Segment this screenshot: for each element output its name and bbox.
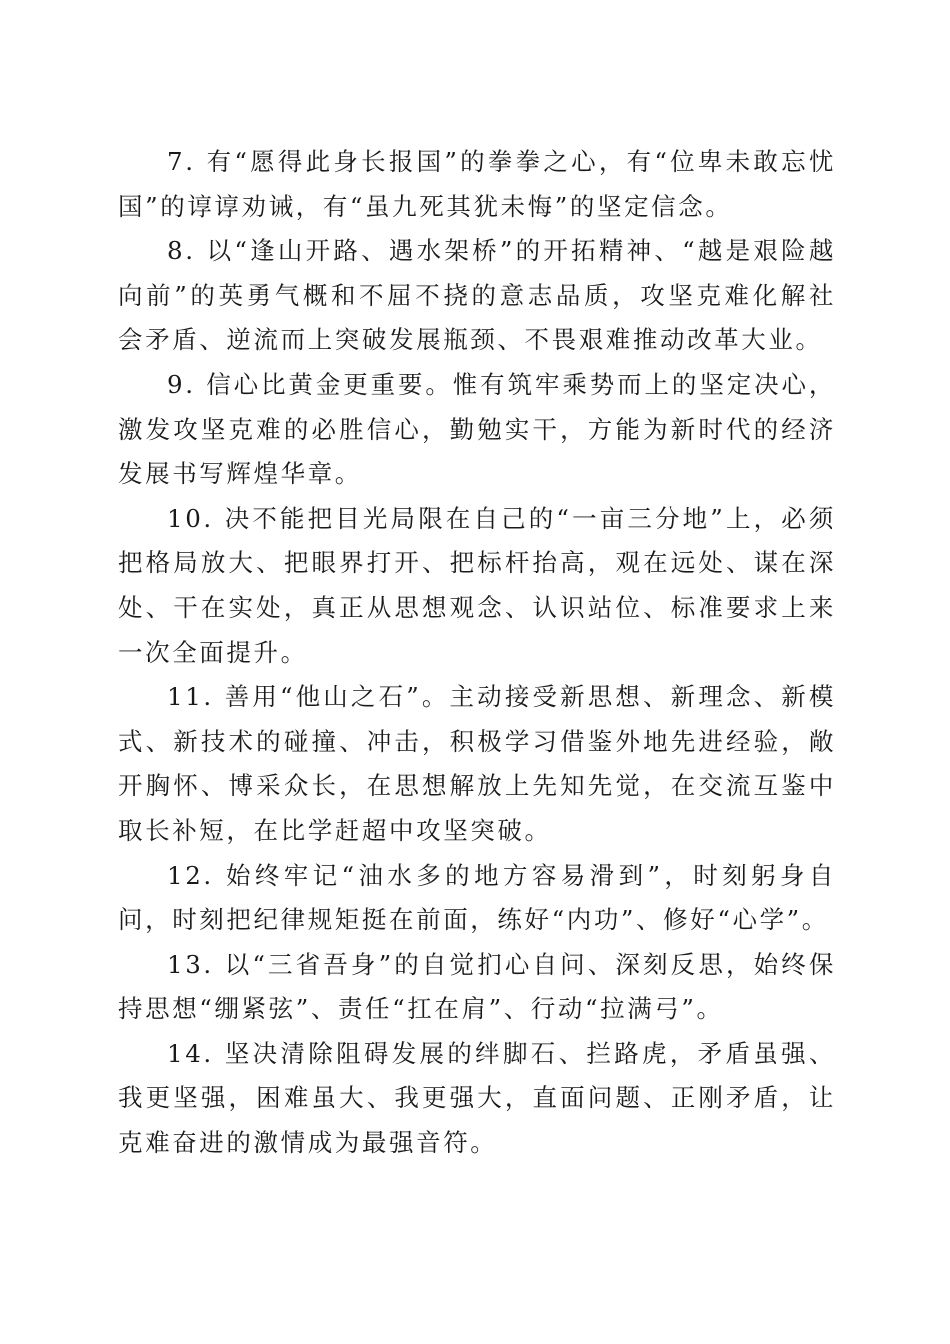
paragraph-13: 13. 以“三省吾身”的自觉扪心自问、深刻反思，始终保持思想“绷紧弦”、责任“扛在肩”、行动“拉满弓”。 — [118, 949, 836, 1024]
paragraph-7: 7. 有“愿得此身长报国”的拳拳之心，有“位卑未敢忘忧国”的谆谆劝诫，有“虽九死其犹未悔”的坚定信念。 — [118, 147, 836, 221]
paragraph-11: 11. 善用“他山之石”。主动接受新思想、新理念、新模式、新技术的碰撞、冲击，积极学习借鉴外地先进经验，敞开胸怀、博采众长，在思想解放上先知先觉，在交流互鉴中取长补短，在比学赶超中攻坚突破。 — [118, 682, 836, 845]
paragraph-14: 14. 坚决清除阻碍发展的绊脚石、拦路虎，矛盾虽强、我更坚强，困难虽大、我更强大，直面问题、正刚矛盾，让克难奋进的激情成为最强音符。 — [118, 1038, 836, 1158]
paragraph-9: 9. 信心比黄金更重要。惟有筑牢乘势而上的坚定决心，激发攻坚克难的必胜信心，勤勉实干，方能为新时代的经济发展书写辉煌华章。 — [118, 369, 836, 489]
paragraph-12: 12. 始终牢记“油水多的地方容易滑到”，时刻躬身自问，时刻把纪律规矩挺在前面，练好“内功”、修好“心学”。 — [118, 860, 836, 935]
paragraph-8: 8. 以“逢山开路、遇水架桥”的开拓精神、“越是艰险越向前”的英勇气概和不屈不挠的意志品质，攻坚克难化解社会矛盾、逆流而上突破发展瓶颈、不畏艰难推动改革大业。 — [118, 236, 836, 355]
document-body — [118, 140, 836, 1166]
paragraph-10: 10. 决不能把目光局限在自己的“一亩三分地”上，必须把格局放大、把眼界打开、把标杆抬高，观在远处、谋在深处、干在实处，真正从思想观念、认识站位、标准要求上来一次全面提升。 — [118, 503, 836, 667]
